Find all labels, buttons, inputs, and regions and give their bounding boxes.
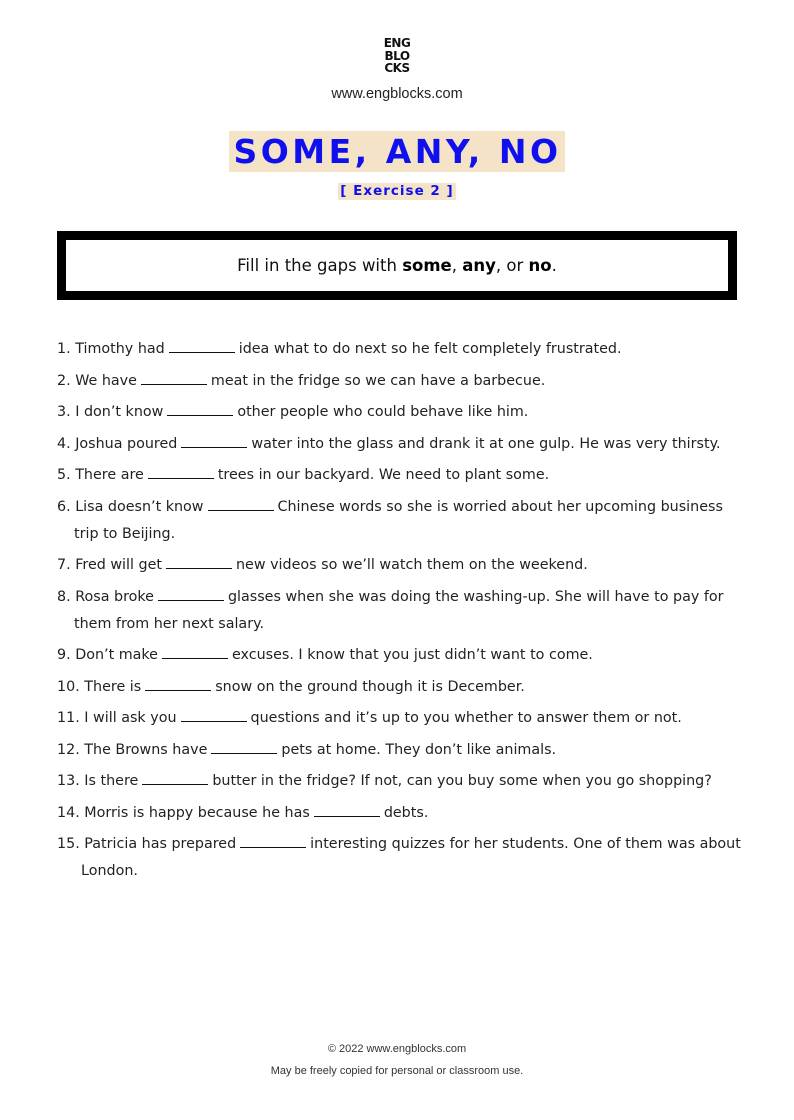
item-text-before: Fred will get: [75, 557, 162, 573]
item-text-after: questions and it’s up to you whether to answer them or not.: [250, 710, 682, 726]
item-number: 10.: [57, 678, 80, 695]
item-text-continued: London.: [81, 863, 138, 879]
instructions-box: [57, 231, 737, 300]
item-text-after: interesting quizzes for her students. One of them was about: [310, 836, 741, 852]
keyword-some: some: [402, 256, 452, 275]
site-url[interactable]: www.engblocks.com: [331, 86, 463, 102]
item-number: 6.: [57, 498, 71, 515]
footer-license: May be freely copied for personal or classroom use.: [270, 1065, 524, 1077]
answer-blank[interactable]: [158, 586, 224, 601]
exercise-item-1: [57, 336, 743, 363]
exercise-item-13: [57, 768, 743, 795]
answer-blank[interactable]: [162, 644, 228, 659]
item-number: 4.: [57, 435, 71, 452]
item-number: 1.: [57, 341, 71, 357]
answer-blank[interactable]: [148, 464, 214, 479]
item-text-before: Patricia has prepared: [84, 836, 237, 852]
item-text-before: I don’t know: [75, 404, 164, 420]
item-text-before: Is there: [84, 773, 139, 789]
answer-blank[interactable]: [142, 770, 208, 785]
exercise-item-11: [57, 705, 743, 732]
answer-blank[interactable]: [211, 739, 277, 754]
item-text-before: The Browns have: [84, 741, 208, 758]
instructions-separator: ,: [451, 256, 463, 275]
item-text-after: snow on the ground though it is December.: [215, 678, 525, 695]
instructions-separator: , or: [495, 256, 529, 275]
exercise-item-3: [57, 399, 743, 426]
logo-line: ENG: [383, 36, 411, 50]
item-text-after: pets at home. They don’t like animals.: [281, 741, 557, 758]
item-text-after: glasses when she was doing the washing-up. She will have to pay for: [227, 588, 724, 605]
item-text-after: excuses. I know that you just didn’t want to come.: [231, 647, 593, 663]
answer-blank[interactable]: [208, 496, 274, 511]
answer-blank[interactable]: [141, 370, 207, 385]
item-number: 15.: [57, 836, 80, 852]
exercise-label: [ Exercise 2 ]: [340, 183, 454, 199]
answer-blank[interactable]: [240, 833, 306, 848]
item-text-after: water into the glass and drank it at one gulp. He was very thirsty.: [251, 435, 721, 452]
item-text-before: Joshua poured: [75, 435, 178, 452]
item-text-after: trees in our backyard. We need to plant some.: [217, 467, 550, 483]
item-number: 8.: [57, 588, 71, 605]
exercise-item-10: [57, 674, 743, 701]
item-text-before: There are: [75, 467, 144, 483]
exercise-item-8: [57, 584, 743, 638]
item-text-after: meat in the fridge so we can have a barbecue.: [210, 372, 546, 389]
engblocks-logo: [0, 37, 794, 75]
answer-blank[interactable]: [314, 802, 380, 817]
item-text-continued: trip to Beijing.: [74, 525, 176, 542]
item-text-before: We have: [75, 372, 137, 389]
item-text-after: butter in the fridge? If not, can you buy some when you go shopping?: [212, 773, 712, 789]
keyword-no: no: [528, 256, 552, 275]
worksheet-title: SOME, ANY, NO: [229, 131, 564, 172]
item-text-before: Morris is happy because he has: [84, 804, 310, 821]
answer-blank[interactable]: [166, 554, 232, 569]
item-number: 9.: [57, 647, 71, 663]
keyword-any: any: [462, 256, 496, 275]
instructions-end: .: [551, 256, 557, 275]
item-text-after: idea what to do next so he felt completely frustrated.: [238, 341, 622, 357]
item-number: 14.: [57, 804, 80, 821]
exercise-item-12: [57, 737, 743, 764]
item-number: 13.: [57, 773, 80, 789]
item-text-continued: them from her next salary.: [74, 615, 265, 632]
exercise-item-7: [57, 552, 743, 579]
answer-blank[interactable]: [169, 338, 235, 353]
item-number: 3.: [57, 404, 71, 420]
item-text-after: Chinese words so she is worried about her upcoming business: [277, 498, 723, 515]
exercise-item-14: [57, 800, 743, 827]
item-text-before: Timothy had: [75, 341, 165, 357]
item-text-before: I will ask you: [84, 710, 177, 726]
item-text-after: debts.: [383, 804, 429, 821]
footer-copyright: © 2022 www.engblocks.com: [327, 1043, 467, 1055]
item-text-after: other people who could behave like him.: [237, 404, 529, 420]
item-text-before: Rosa broke: [75, 588, 154, 605]
answer-blank[interactable]: [181, 433, 247, 448]
item-number: 11.: [57, 710, 80, 726]
item-text-before: Don’t make: [75, 647, 158, 663]
logo-line: BLO: [384, 48, 410, 63]
exercise-item-4: [57, 431, 743, 458]
item-text-before: Lisa doesn’t know: [75, 498, 204, 515]
exercise-item-6: [57, 494, 743, 548]
answer-blank[interactable]: [181, 707, 247, 722]
logo-line: CKS: [384, 61, 410, 75]
answer-blank[interactable]: [167, 401, 233, 416]
exercise-item-15: [57, 831, 743, 885]
exercise-item-2: [57, 368, 743, 395]
answer-blank[interactable]: [145, 676, 211, 691]
item-number: 7.: [57, 557, 71, 573]
exercise-item-5: [57, 462, 743, 489]
exercise-item-9: [57, 642, 743, 669]
instructions-text: Fill in the gaps with: [237, 256, 403, 275]
item-number: 2.: [57, 372, 71, 389]
item-text-after: new videos so we’ll watch them on the weekend.: [236, 557, 588, 573]
item-number: 12.: [57, 741, 80, 758]
item-number: 5.: [57, 467, 71, 483]
item-text-before: There is: [84, 678, 142, 695]
